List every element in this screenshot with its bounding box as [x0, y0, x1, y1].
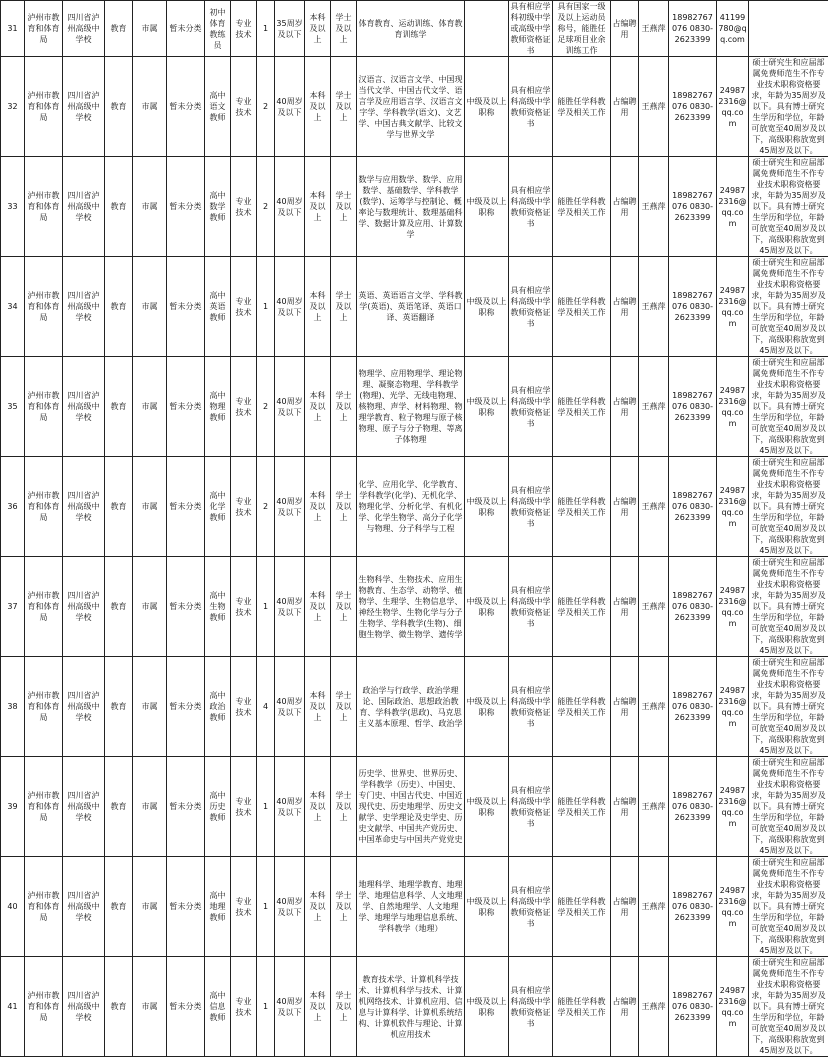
employment-form-cell: 占编聘用 [611, 957, 639, 1057]
post-name-cell: 初中体育教练员 [205, 1, 231, 57]
industry-cell: 教育 [105, 757, 133, 857]
department-cell: 泸州市教育和体育局 [25, 457, 63, 557]
ability-requirement-cell: 能胜任学科教学及相关工作 [553, 557, 611, 657]
unit-cell: 四川省泸州高级中学校 [63, 157, 105, 257]
level-cell: 市属 [133, 357, 167, 457]
education-cell: 本科及以上 [305, 157, 331, 257]
headcount-cell: 4 [257, 657, 275, 757]
major-requirement-cell: 英语、英语语言文学、学科教学(英语)、英语笔译、英语口译、英语翻译 [357, 257, 465, 357]
title-requirement-cell [465, 1, 509, 57]
level-cell: 市属 [133, 457, 167, 557]
ability-requirement-cell: 能胜任学科教学及相关工作 [553, 657, 611, 757]
post-type-cell: 专业技术 [231, 857, 257, 957]
table-row [1, 57, 828, 157]
industry-cell: 教育 [105, 357, 133, 457]
category-cell: 暂未分类 [167, 157, 205, 257]
post-name-cell: 高中语文教师 [205, 57, 231, 157]
major-requirement-cell: 生物科学、生物技术、应用生物教育、生态学、动物学、植物学、生理学、生物信息学、神经生物学、生物化学与分子生物学、学科教学(生物)、细胞生物学、微生物学、遗传学 [357, 557, 465, 657]
table-row [1, 457, 828, 557]
employment-form-cell: 占编聘用 [611, 357, 639, 457]
post-type-cell: 专业技术 [231, 157, 257, 257]
headcount-cell: 1 [257, 957, 275, 1057]
age-requirement-cell: 40周岁及以下 [275, 757, 305, 857]
education-cell: 本科及以上 [305, 1, 331, 57]
remark-cell: 硕士研究生和应届部属免费师范生不作专业技术职称资格要求，年龄为35周岁及以下。具有博士研究生学历和学位，年龄可放宽至40周岁及以下，高级职称放宽到45周岁及以下。 [749, 857, 828, 957]
title-requirement-cell: 中级及以上职称 [465, 757, 509, 857]
education-cell: 本科及以上 [305, 957, 331, 1057]
email-cell: 41199780@qq.com [717, 1, 749, 57]
major-requirement-cell: 物理学、应用物理学、理论物理、凝聚态物理、学科教学(物理)、光学、无线电物理、核物理、声学、材料物理、物理学教育、粒子物理与原子核物理、原子与分子物理、等离子体物理 [357, 357, 465, 457]
unit-cell: 四川省泸州高级中学校 [63, 257, 105, 357]
certificate-cell: 具有相应学科高级中学教师资格证书 [509, 557, 553, 657]
level-cell: 市属 [133, 557, 167, 657]
degree-cell: 学士及以上 [331, 857, 357, 957]
category-cell: 暂未分类 [167, 57, 205, 157]
employment-form-cell: 占编聘用 [611, 657, 639, 757]
age-requirement-cell: 40周岁及以下 [275, 657, 305, 757]
post-type-cell: 专业技术 [231, 257, 257, 357]
headcount-cell: 2 [257, 57, 275, 157]
category-cell: 暂未分类 [167, 857, 205, 957]
degree-cell: 学士及以上 [331, 657, 357, 757]
phone-cell: 18982767076 0830-2623399 [669, 157, 717, 257]
degree-cell: 学士及以上 [331, 457, 357, 557]
unit-cell: 四川省泸州高级中学校 [63, 757, 105, 857]
education-cell: 本科及以上 [305, 557, 331, 657]
table-row [1, 757, 828, 857]
degree-cell: 学士及以上 [331, 157, 357, 257]
major-requirement-cell: 数学与应用数学、数学、应用数学、基础数学、学科教学(数学)、运筹学与控制论、概率论与数理统计、数理基础科学、数据计算及应用、计算数学 [357, 157, 465, 257]
age-requirement-cell: 40周岁及以下 [275, 157, 305, 257]
category-cell: 暂未分类 [167, 357, 205, 457]
email-cell: 249872316@qq.com [717, 257, 749, 357]
unit-cell: 四川省泸州高级中学校 [63, 1, 105, 57]
ability-requirement-cell: 能胜任学科教学及相关工作 [553, 57, 611, 157]
headcount-cell: 2 [257, 457, 275, 557]
major-requirement-cell: 政治学与行政学、政治学理论、国际政治、思想政治教育、学科教学(思政)、马克思主义基本原理、哲学、政治学 [357, 657, 465, 757]
age-requirement-cell: 40周岁及以下 [275, 457, 305, 557]
major-requirement-cell: 化学、应用化学、化学教育、学科教学(化学)、无机化学、物理化学、分析化学、有机化学、化学生物学、高分子化学与物理、分子科学与工程 [357, 457, 465, 557]
headcount-cell: 2 [257, 157, 275, 257]
row-number: 37 [1, 557, 25, 657]
post-name-cell: 高中生物教师 [205, 557, 231, 657]
contact-person-cell: 王燕萍 [639, 357, 669, 457]
ability-requirement-cell: 能胜任学科教学及相关工作 [553, 257, 611, 357]
phone-cell: 18982767076 0830-2623399 [669, 657, 717, 757]
phone-cell: 18982767076 0830-2623399 [669, 557, 717, 657]
unit-cell: 四川省泸州高级中学校 [63, 957, 105, 1057]
degree-cell: 学士及以上 [331, 57, 357, 157]
certificate-cell: 具有相应学科高级中学教师资格证书 [509, 457, 553, 557]
unit-cell: 四川省泸州高级中学校 [63, 457, 105, 557]
ability-requirement-cell: 能胜任学科教学及相关工作 [553, 157, 611, 257]
post-type-cell: 专业技术 [231, 357, 257, 457]
ability-requirement-cell: 能胜任学科教学及相关工作 [553, 357, 611, 457]
email-cell: 249872316@qq.com [717, 157, 749, 257]
degree-cell: 学士及以上 [331, 257, 357, 357]
category-cell: 暂未分类 [167, 257, 205, 357]
ability-requirement-cell: 能胜任学科教学及相关工作 [553, 457, 611, 557]
degree-cell: 学士及以上 [331, 757, 357, 857]
table-row [1, 257, 828, 357]
other-requirement-cell: 具有国家一级及以上运动员称号，能胜任足球项目业余训练工作 [553, 1, 611, 57]
degree-cell: 学士及以上 [331, 1, 357, 57]
department-cell: 泸州市教育和体育局 [25, 157, 63, 257]
industry-cell: 教育 [105, 257, 133, 357]
degree-cell: 学士及以上 [331, 557, 357, 657]
post-name-cell: 高中数学教师 [205, 157, 231, 257]
title-requirement-cell: 中级及以上职称 [465, 457, 509, 557]
row-number: 35 [1, 357, 25, 457]
phone-cell: 18982767076 0830-2623399 [669, 757, 717, 857]
contact-person-cell: 王燕萍 [639, 657, 669, 757]
industry-cell: 教育 [105, 957, 133, 1057]
phone-cell: 18982767076 0830-2623399 [669, 57, 717, 157]
contact-person-cell: 王燕萍 [639, 157, 669, 257]
department-cell: 泸州市教育和体育局 [25, 957, 63, 1057]
level-cell: 市属 [133, 757, 167, 857]
department-cell: 泸州市教育和体育局 [25, 857, 63, 957]
employment-form-cell: 占编聘用 [611, 257, 639, 357]
certificate-cell: 具有相应学科高级中学教师资格证书 [509, 257, 553, 357]
email-cell: 249872316@qq.com [717, 457, 749, 557]
remark-cell: 硕士研究生和应届部属免费师范生不作专业技术职称资格要求，年龄为35周岁及以下。具有博士研究生学历和学位，年龄可放宽至40周岁及以下，高级职称放宽到45周岁及以下。 [749, 157, 828, 257]
title-requirement-cell: 中级及以上职称 [465, 857, 509, 957]
ability-requirement-cell: 能胜任学科教学及相关工作 [553, 957, 611, 1057]
unit-cell: 四川省泸州高级中学校 [63, 357, 105, 457]
department-cell: 泸州市教育和体育局 [25, 357, 63, 457]
unit-cell: 四川省泸州高级中学校 [63, 557, 105, 657]
industry-cell: 教育 [105, 557, 133, 657]
unit-cell: 四川省泸州高级中学校 [63, 657, 105, 757]
contact-person-cell: 王燕萍 [639, 57, 669, 157]
remark-cell: 硕士研究生和应届部属免费师范生不作专业技术职称资格要求，年龄为35周岁及以下。具有博士研究生学历和学位，年龄可放宽至40周岁及以下，高级职称放宽到45周岁及以下。 [749, 657, 828, 757]
unit-cell: 四川省泸州高级中学校 [63, 857, 105, 957]
remark-cell: 硕士研究生和应届部属免费师范生不作专业技术职称资格要求，年龄为35周岁及以下。具有博士研究生学历和学位，年龄可放宽至40周岁及以下，高级职称放宽到45周岁及以下。 [749, 357, 828, 457]
email-cell: 249872316@qq.com [717, 57, 749, 157]
remark-cell: 硕士研究生和应届部属免费师范生不作专业技术职称资格要求，年龄为35周岁及以下。具有博士研究生学历和学位，年龄可放宽至40周岁及以下，高级职称放宽到45周岁及以下。 [749, 257, 828, 357]
headcount-cell: 1 [257, 857, 275, 957]
row-number: 36 [1, 457, 25, 557]
employment-form-cell: 占编聘用 [611, 857, 639, 957]
major-requirement-cell: 教育技术学、计算机科学技术、计算机科学与技术、计算机网络技术、计算机应用、信息与计算科学、计算机系统结构、计算机软件与理论、计算机应用技术 [357, 957, 465, 1057]
industry-cell: 教育 [105, 457, 133, 557]
contact-person-cell: 王燕萍 [639, 557, 669, 657]
certificate-cell: 具有相应学科初级中学或高级中学教师资格证书 [509, 1, 553, 57]
table-row [1, 957, 828, 1057]
row-number: 39 [1, 757, 25, 857]
row-number: 41 [1, 957, 25, 1057]
category-cell: 暂未分类 [167, 757, 205, 857]
title-requirement-cell: 中级及以上职称 [465, 657, 509, 757]
department-cell: 泸州市教育和体育局 [25, 557, 63, 657]
employment-form-cell: 占编聘用 [611, 457, 639, 557]
phone-cell: 18982767076 0830-2623399 [669, 357, 717, 457]
degree-cell: 学士及以上 [331, 957, 357, 1057]
title-requirement-cell: 中级及以上职称 [465, 357, 509, 457]
phone-cell: 18982767076 0830-2623399 [669, 857, 717, 957]
education-cell: 本科及以上 [305, 657, 331, 757]
row-number: 40 [1, 857, 25, 957]
table-row [1, 157, 828, 257]
department-cell: 泸州市教育和体育局 [25, 657, 63, 757]
industry-cell: 教育 [105, 857, 133, 957]
unit-cell: 四川省泸州高级中学校 [63, 57, 105, 157]
age-requirement-cell: 35周岁及以下 [275, 1, 305, 57]
email-cell: 249872316@qq.com [717, 857, 749, 957]
email-cell: 249872316@qq.com [717, 757, 749, 857]
post-name-cell: 高中历史教师 [205, 757, 231, 857]
department-cell: 泸州市教育和体育局 [25, 257, 63, 357]
remark-cell: 硕士研究生和应届部属免费师范生不作专业技术职称资格要求，年龄为35周岁及以下。具有博士研究生学历和学位，年龄可放宽至40周岁及以下，高级职称放宽到45周岁及以下。 [749, 757, 828, 857]
row-number: 38 [1, 657, 25, 757]
headcount-cell: 1 [257, 557, 275, 657]
category-cell: 暂未分类 [167, 457, 205, 557]
level-cell: 市属 [133, 657, 167, 757]
age-requirement-cell: 40周岁及以下 [275, 357, 305, 457]
table-row [1, 657, 828, 757]
industry-cell: 教育 [105, 57, 133, 157]
level-cell: 市属 [133, 1, 167, 57]
headcount-cell: 1 [257, 257, 275, 357]
remark-cell: 硕士研究生和应届部属免费师范生不作专业技术职称资格要求，年龄为35周岁及以下。具有博士研究生学历和学位，年龄可放宽至40周岁及以下，高级职称放宽到45周岁及以下。 [749, 957, 828, 1057]
level-cell: 市属 [133, 957, 167, 1057]
email-cell: 249872316@qq.com [717, 557, 749, 657]
department-cell: 泸州市教育和体育局 [25, 1, 63, 57]
category-cell: 暂未分类 [167, 957, 205, 1057]
phone-cell: 18982767076 0830-2623399 [669, 957, 717, 1057]
level-cell: 市属 [133, 257, 167, 357]
post-name-cell: 高中地理教师 [205, 857, 231, 957]
email-cell: 249872316@qq.com [717, 957, 749, 1057]
education-cell: 本科及以上 [305, 257, 331, 357]
table-row [1, 857, 828, 957]
industry-cell: 教育 [105, 657, 133, 757]
department-cell: 泸州市教育和体育局 [25, 757, 63, 857]
table-row [1, 557, 828, 657]
certificate-cell: 具有相应学科高级中学教师资格证书 [509, 57, 553, 157]
email-cell: 249872316@qq.com [717, 357, 749, 457]
employment-form-cell: 占编聘用 [611, 1, 639, 57]
headcount-cell: 1 [257, 757, 275, 857]
certificate-cell: 具有相应学科高级中学教师资格证书 [509, 157, 553, 257]
headcount-cell: 1 [257, 1, 275, 57]
post-type-cell: 专业技术 [231, 757, 257, 857]
major-requirement-cell: 汉语言、汉语言文学、中国现当代文学、中国古代文学、语言学及应用语言学、汉语言文字学、学科教学(语文)、文艺学、中国古典文献学、比较文学与世界文学 [357, 57, 465, 157]
industry-cell: 教育 [105, 157, 133, 257]
contact-person-cell: 王燕萍 [639, 257, 669, 357]
remark-cell: 硕士研究生和应届部属免费师范生不作专业技术职称资格要求，年龄为35周岁及以下。具有博士研究生学历和学位，年龄可放宽至40周岁及以下，高级职称放宽到45周岁及以下。 [749, 457, 828, 557]
contact-person-cell: 王燕萍 [639, 1, 669, 57]
education-cell: 本科及以上 [305, 457, 331, 557]
post-type-cell: 专业技术 [231, 657, 257, 757]
post-name-cell: 高中英语教师 [205, 257, 231, 357]
category-cell: 暂未分类 [167, 1, 205, 57]
post-name-cell: 高中信息教师 [205, 957, 231, 1057]
contact-person-cell: 王燕萍 [639, 957, 669, 1057]
category-cell: 暂未分类 [167, 657, 205, 757]
certificate-cell: 具有相应学科高级中学教师资格证书 [509, 857, 553, 957]
education-cell: 本科及以上 [305, 357, 331, 457]
row-number: 34 [1, 257, 25, 357]
headcount-cell: 2 [257, 357, 275, 457]
certificate-cell: 具有相应学科高级中学教师资格证书 [509, 957, 553, 1057]
phone-cell: 18982767076 0830-2623399 [669, 457, 717, 557]
certificate-cell: 具有相应学科高级中学教师资格证书 [509, 357, 553, 457]
contact-person-cell: 王燕萍 [639, 857, 669, 957]
post-type-cell: 专业技术 [231, 957, 257, 1057]
post-type-cell: 专业技术 [231, 57, 257, 157]
employment-form-cell: 占编聘用 [611, 157, 639, 257]
title-requirement-cell: 中级及以上职称 [465, 157, 509, 257]
major-requirement-cell: 地理科学、地理学教育、地理学、地理信息科学、人文地理学、自然地理学、人文地理学、地理学与地理信息系统、学科教学（地理） [357, 857, 465, 957]
age-requirement-cell: 40周岁及以下 [275, 57, 305, 157]
contact-person-cell: 王燕萍 [639, 757, 669, 857]
post-type-cell: 专业技术 [231, 457, 257, 557]
ability-requirement-cell: 能胜任学科教学及相关工作 [553, 857, 611, 957]
post-name-cell: 高中政治教师 [205, 657, 231, 757]
phone-cell: 18982767076 0830-2623399 [669, 1, 717, 57]
degree-cell: 学士及以上 [331, 357, 357, 457]
employment-form-cell: 占编聘用 [611, 757, 639, 857]
category-cell: 暂未分类 [167, 557, 205, 657]
major-requirement-cell: 历史学、世界史、世界历史、学科教学（历史）、中国史、专门史、中国古代史、中国近现代史、历史地理学、历史文献学、史学理论及史学史、历史文献学、中国共产党历史、中国革命史与中国共产党党史 [357, 757, 465, 857]
post-type-cell: 专业技术 [231, 1, 257, 57]
contact-person-cell: 王燕萍 [639, 457, 669, 557]
department-cell: 泸州市教育和体育局 [25, 57, 63, 157]
title-requirement-cell: 中级及以上职称 [465, 57, 509, 157]
table-row [1, 1, 828, 57]
remark-cell: 硕士研究生和应届部属免费师范生不作专业技术职称资格要求，年龄为35周岁及以下。具有博士研究生学历和学位，年龄可放宽至40周岁及以下，高级职称放宽到45周岁及以下。 [749, 57, 828, 157]
row-number: 31 [1, 1, 25, 57]
ability-requirement-cell: 能胜任学科教学及相关工作 [553, 757, 611, 857]
employment-form-cell: 占编聘用 [611, 557, 639, 657]
row-number: 32 [1, 57, 25, 157]
title-requirement-cell: 中级及以上职称 [465, 257, 509, 357]
remark-cell [749, 1, 828, 57]
level-cell: 市属 [133, 157, 167, 257]
industry-cell: 教育 [105, 1, 133, 57]
employment-form-cell: 占编聘用 [611, 57, 639, 157]
education-cell: 本科及以上 [305, 57, 331, 157]
post-type-cell: 专业技术 [231, 557, 257, 657]
certificate-cell: 具有相应学科高级中学教师资格证书 [509, 657, 553, 757]
level-cell: 市属 [133, 857, 167, 957]
post-name-cell: 高中物理教师 [205, 357, 231, 457]
age-requirement-cell: 40周岁及以下 [275, 557, 305, 657]
email-cell: 249872316@qq.com [717, 657, 749, 757]
level-cell: 市属 [133, 57, 167, 157]
age-requirement-cell: 40周岁及以下 [275, 257, 305, 357]
certificate-cell: 具有相应学科高级中学教师资格证书 [509, 757, 553, 857]
row-number: 33 [1, 157, 25, 257]
age-requirement-cell: 40周岁及以下 [275, 857, 305, 957]
title-requirement-cell: 中级及以上职称 [465, 957, 509, 1057]
title-requirement-cell: 中级及以上职称 [465, 557, 509, 657]
phone-cell: 18982767076 0830-2623399 [669, 257, 717, 357]
education-cell: 本科及以上 [305, 757, 331, 857]
major-requirement-cell: 体育教育、运动训练、体育教育训练学 [357, 1, 465, 57]
education-cell: 本科及以上 [305, 857, 331, 957]
age-requirement-cell: 40周岁及以下 [275, 957, 305, 1057]
table-row [1, 357, 828, 457]
remark-cell: 硕士研究生和应届部属免费师范生不作专业技术职称资格要求，年龄为35周岁及以下。具有博士研究生学历和学位，年龄可放宽至40周岁及以下，高级职称放宽到45周岁及以下。 [749, 557, 828, 657]
post-name-cell: 高中化学教师 [205, 457, 231, 557]
